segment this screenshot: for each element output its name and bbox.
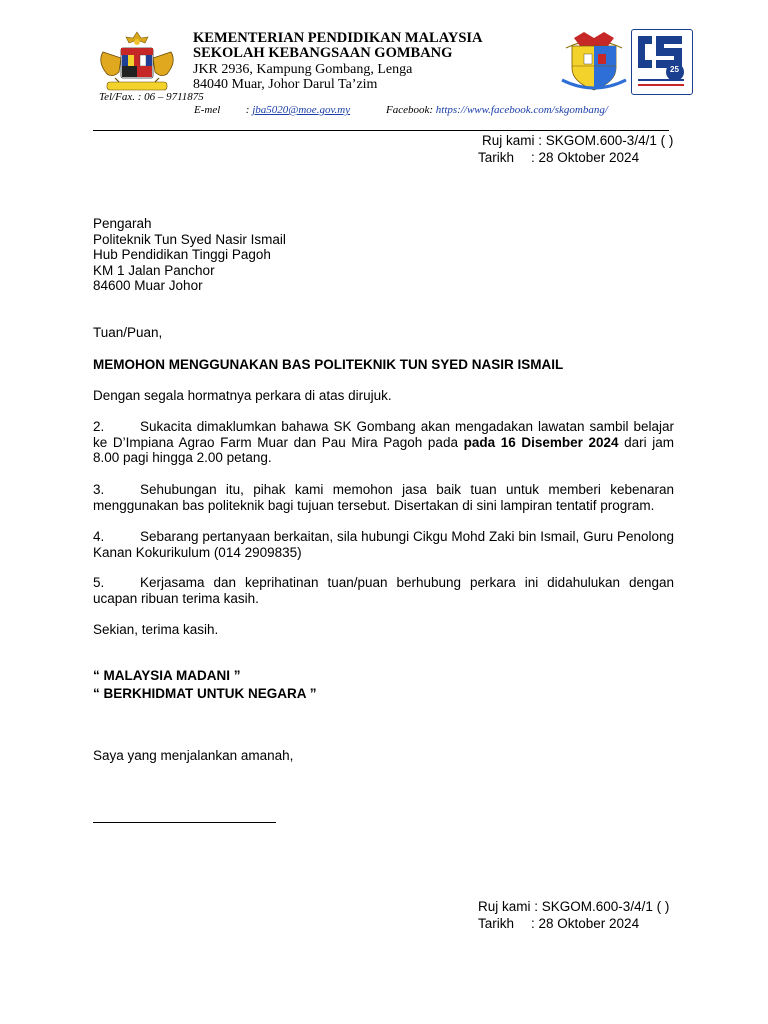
footer-reference-ruj xyxy=(478,899,669,916)
recipient-line-2: Politeknik Tun Syed Nasir Ismail xyxy=(93,231,286,247)
recipient-line-1: Pengarah xyxy=(93,216,152,231)
facebook-label: Facebook: xyxy=(386,104,434,116)
letter-subject: MEMOHON MENGGUNAKAN BAS POLITEKNIK TUN SYED NASIR ISMAIL xyxy=(93,357,564,372)
header-divider xyxy=(93,130,669,131)
paragraph-5-text: Kerjasama dan keprihatinan tuan/puan berhubung perkara ini didahulukan dengan ucapan ribuan terima kasih. xyxy=(93,575,674,606)
footer-ruj-value: SKGOM.600-3/4/1 ( ) xyxy=(541,899,670,914)
signoff: Saya yang menjalankan amanah, xyxy=(93,748,294,763)
email-row xyxy=(194,104,350,116)
school-name: SEKOLAH KEBANGSAAN GOMBANG xyxy=(193,45,453,61)
ministry-name: KEMENTERIAN PENDIDIKAN MALAYSIA xyxy=(193,30,483,46)
email-separator: : xyxy=(245,104,250,116)
malaysia-coat-of-arms-logo xyxy=(95,30,179,94)
paragraph-2 xyxy=(93,419,674,466)
facebook-row xyxy=(386,104,608,116)
tarikh-label: Tarikh xyxy=(478,150,515,165)
paragraph-2-text-b: dari jam 8.00 pagi hingga 2.00 petang. xyxy=(93,434,675,466)
recipient-line-4: KM 1 Jalan Panchor xyxy=(93,262,215,278)
recipient-line-3: Hub Pendidikan Tinggi Pagoh xyxy=(93,247,271,262)
reference-ruj xyxy=(482,133,673,150)
paragraph-3-text: Sehubungan itu, pihak kami memohon jasa baik tuan untuk memberi kebenaran menggunakan bas politeknik bagi tujuan tersebut. Disertakan di sini lampiran tentatif program. xyxy=(93,482,674,513)
email-link[interactable]: jba5020@moe.gov.my xyxy=(252,104,351,116)
tel-fax: Tel/Fax. : 06 – 9711875 xyxy=(99,91,204,103)
paragraph-5 xyxy=(93,575,674,606)
paragraph-4 xyxy=(93,529,674,560)
tarikh-value: : 28 Oktober 2024 xyxy=(531,150,640,165)
intro-sentence: Dengan segala hormatnya perkara di atas dirujuk. xyxy=(93,388,392,403)
paragraph-4-text: Sebarang pertanyaan berkaitan, sila hubungi Cikgu Mohd Zaki bin Ismail, Guru Penolong Kanan Kokurikulum (014 2909835) xyxy=(93,529,674,560)
ruj-label: Ruj kami : xyxy=(482,133,543,148)
facebook-link[interactable]: https://www.facebook.com/skgombang/ xyxy=(435,104,608,116)
logo-25-graphic xyxy=(632,30,690,92)
slogan-berkhidmat: “ BERKHIDMAT UNTUK NEGARA ” xyxy=(93,686,317,701)
signature-line xyxy=(93,822,276,823)
address-line-2: 84040 Muar, Johor Darul Ta’zim xyxy=(193,77,378,92)
footer-ruj-label: Ruj kami : xyxy=(478,899,539,914)
footer-tarikh-value: : 28 Oktober 2024 xyxy=(531,916,640,931)
paragraph-3-number: 3. xyxy=(93,482,105,497)
closing-line: Sekian, terima kasih. xyxy=(93,622,219,637)
paragraph-3 xyxy=(93,482,674,513)
25th-anniversary-logo xyxy=(631,29,693,95)
salutation: Tuan/Puan, xyxy=(93,325,163,340)
paragraph-5-number: 5. xyxy=(93,575,105,590)
recipient-line-5: 84600 Muar Johor xyxy=(93,278,203,293)
paragraph-4-number: 4. xyxy=(93,529,105,544)
address-line-1: JKR 2936, Kampung Gombang, Lenga xyxy=(193,62,413,77)
paragraph-2-text-a: Sukacita dimaklumkan bahawa SK Gombang akan mengadakan lawatan sambil belajar ke D’Impiana Agrao Farm Muar dan Pau Mira Pagoh pada xyxy=(93,419,674,450)
footer-tarikh-label: Tarikh xyxy=(478,916,515,931)
footer-reference-tarikh xyxy=(478,916,639,933)
ruj-value: SKGOM.600-3/4/1 ( ) xyxy=(545,133,674,148)
logo-25-text: 25 xyxy=(670,65,679,74)
school-crest-logo xyxy=(560,28,628,96)
reference-tarikh xyxy=(478,150,639,167)
paragraph-2-date: pada 16 Disember 2024 xyxy=(463,434,619,450)
paragraph-2-number: 2. xyxy=(93,419,105,434)
slogan-malaysia-madani: “ MALAYSIA MADANI ” xyxy=(93,668,241,683)
email-label: E-mel xyxy=(194,104,221,116)
